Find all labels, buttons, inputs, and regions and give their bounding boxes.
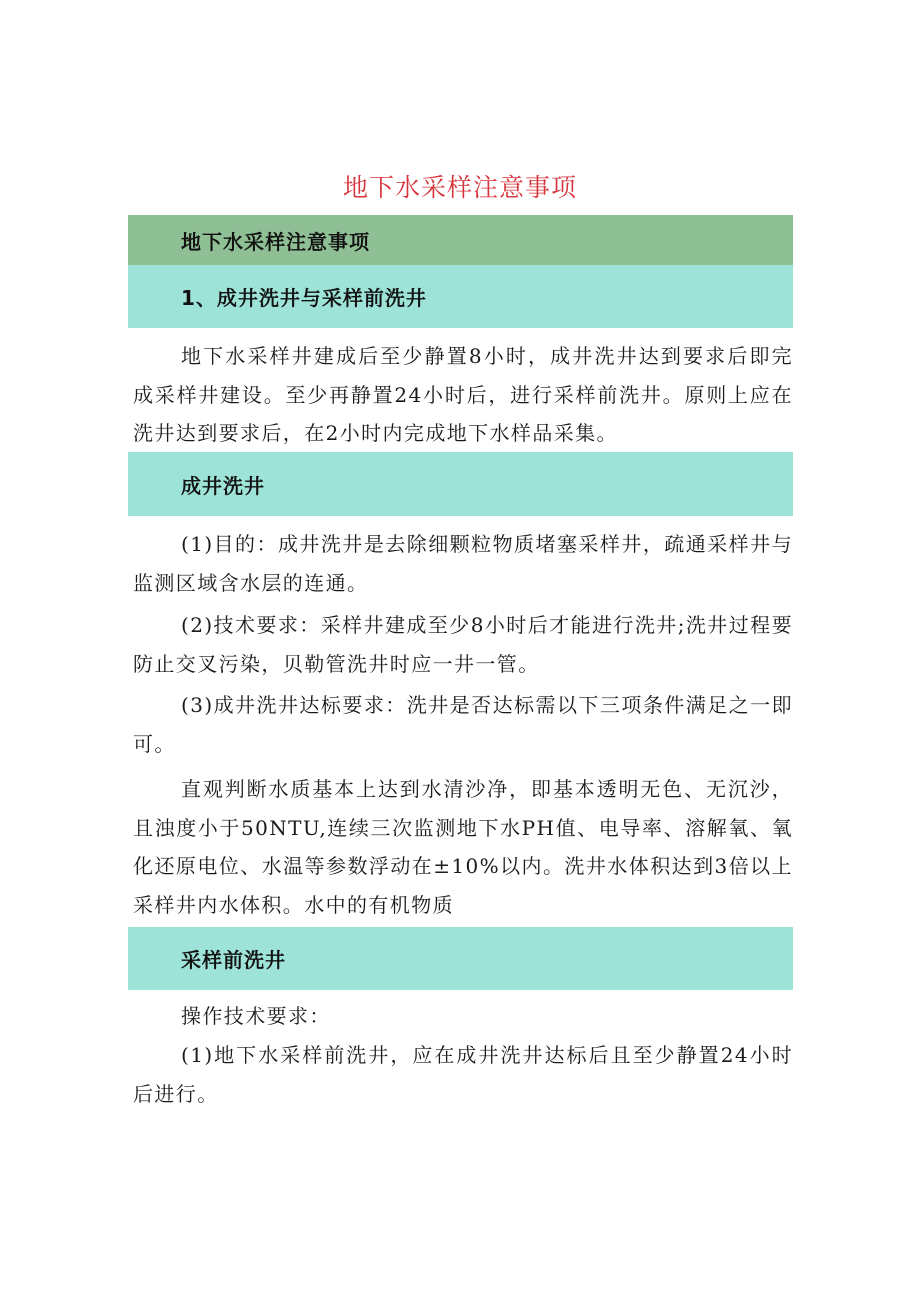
pre-sampling-item-1: (1)地下水采样前洗井，应在成井洗井达标后且至少静置24小时后进行。	[133, 1043, 793, 1106]
standards-paragraph: (3)成井洗井达标要求：洗井是否达标需以下三项条件满足之一即可。	[133, 693, 793, 756]
criteria-paragraph: 直观判断水质基本上达到水清沙净，即基本透明无色、无沉沙，且浊度小于50NTU,连续三次监测地下水PH值、电导率、溶解氧、氧化还原电位、水温等参数浮动在±10%以内。洗井水体积达到3倍以上采样井内水体积。水中的有机物质	[133, 777, 793, 917]
purpose-paragraph: (1)目的：成井洗井是去除细颗粒物质堵塞采样井，疏通采样井与监测区域含水层的连通。	[133, 532, 793, 595]
subsection-header	[128, 265, 793, 328]
technical-requirements-paragraph: (2)技术要求：采样井建成至少8小时后才能进行洗井;洗井过程要防止交叉污染，贝勒管洗井时应一井一管。	[133, 613, 793, 676]
subsection-header-text: 1、成井洗井与采样前洗井	[181, 286, 427, 310]
section-header	[128, 215, 793, 265]
section-header-text: 地下水采样注意事项	[181, 229, 370, 254]
pre-sampling-header-text: 采样前洗井	[181, 948, 286, 972]
document-title: 地下水采样注意事项	[342, 173, 577, 202]
well-completion-header	[128, 452, 793, 516]
intro-paragraph: 地下水采样井建成后至少静置8小时，成井洗井达到要求后即完成采样井建设。至少再静置24小时后，进行采样前洗井。原则上应在洗井达到要求后，在2小时内完成地下水样品采集。	[133, 344, 793, 445]
pre-sampling-header	[128, 927, 793, 990]
operation-label: 操作技术要求：	[181, 1004, 331, 1028]
well-completion-header-text: 成井洗井	[181, 473, 265, 498]
